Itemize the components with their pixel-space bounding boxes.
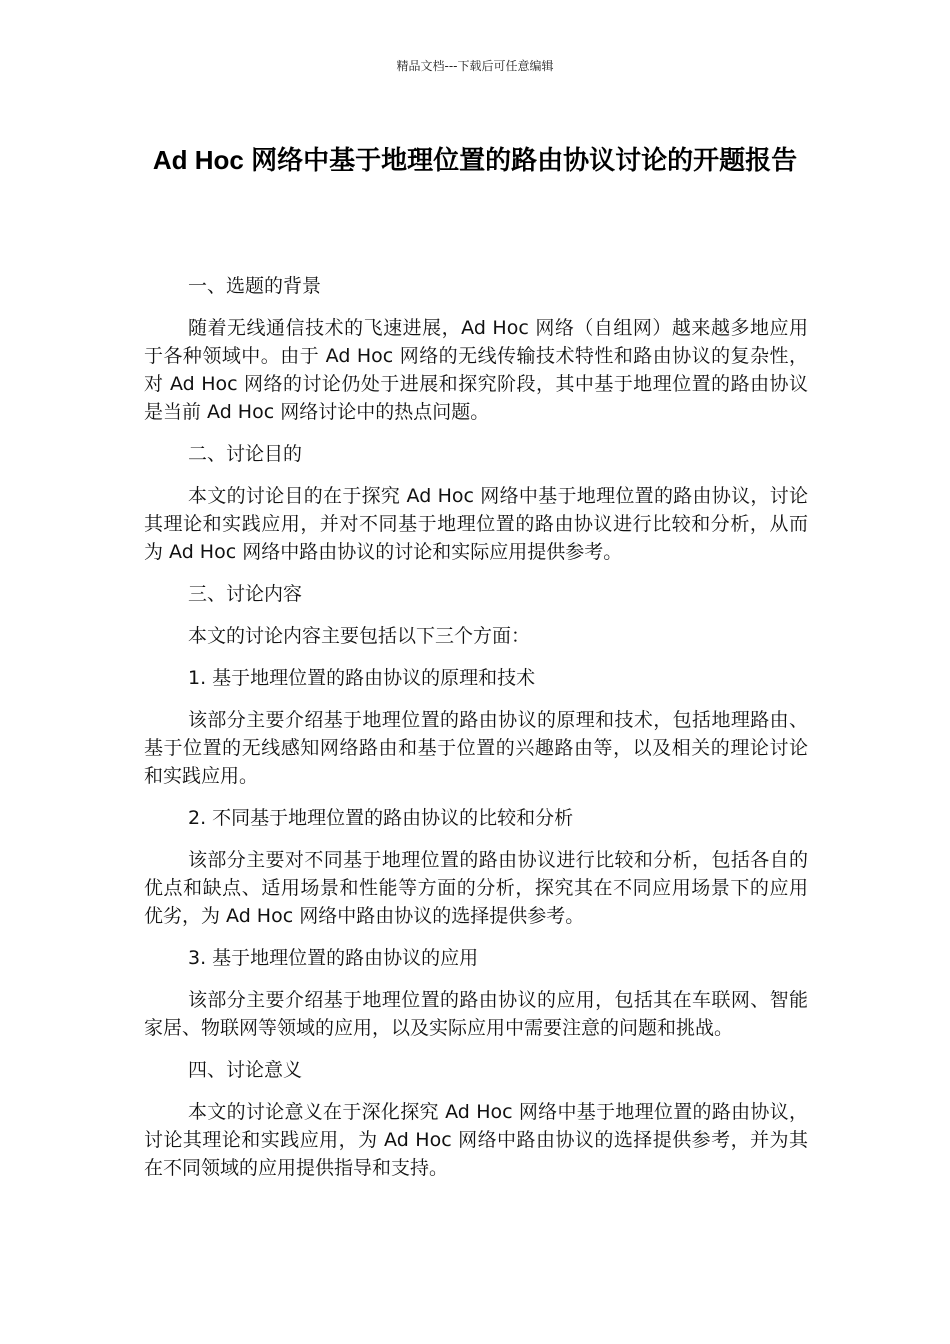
subsection-heading-1: 1. 基于地理位置的路由协议的原理和技术	[188, 667, 536, 689]
document-title: Ad Hoc 网络中基于地理位置的路由协议讨论的开题报告	[152, 145, 798, 175]
section-intro-content: 本文的讨论内容主要包括以下三个方面：	[188, 625, 531, 647]
section-body-purpose: 本文的讨论目的在于探究 Ad Hoc 网络中基于地理位置的路由协议，讨论其理论和实践应用，并对不同基于地理位置的路由协议进行比较和分析，从而为 Ad Hoc 网络中路由协议的讨论和实际应用提供参考。	[144, 485, 808, 563]
subsection-body-1: 该部分主要介绍基于地理位置的路由协议的原理和技术，包括地理路由、基于位置的无线感知网络路由和基于位置的兴趣路由等，以及相关的理论讨论和实践应用。	[144, 709, 808, 787]
document-body	[144, 272, 808, 1182]
section-heading-purpose: 二、讨论目的	[188, 443, 303, 465]
section-heading-significance: 四、讨论意义	[188, 1059, 303, 1081]
subsection-body-2: 该部分主要对不同基于地理位置的路由协议进行比较和分析，包括各自的优点和缺点、适用场景和性能等方面的分析，探究其在不同应用场景下的应用优劣，为 Ad Hoc 网络中路由协议的选择提供参考。	[144, 849, 808, 927]
header-note: 精品文档---下载后可任意编辑	[396, 59, 554, 73]
section-heading-background: 一、选题的背景	[188, 275, 322, 297]
subsection-heading-2: 2. 不同基于地理位置的路由协议的比较和分析	[188, 807, 574, 829]
section-heading-content: 三、讨论内容	[188, 583, 303, 605]
subsection-heading-3: 3. 基于地理位置的路由协议的应用	[188, 947, 479, 969]
subsection-body-3: 该部分主要介绍基于地理位置的路由协议的应用，包括其在车联网、智能家居、物联网等领域的应用，以及实际应用中需要注意的问题和挑战。	[144, 989, 808, 1039]
section-body-background: 随着无线通信技术的飞速进展，Ad Hoc 网络（自组网）越来越多地应用于各种领域中。由于 Ad Hoc 网络的无线传输技术特性和路由协议的复杂性，对 Ad Hoc 网络的讨论仍处于进展和探究阶段，其中基于地理位置的路由协议是当前 Ad Hoc 网络讨论中的热点问题。	[144, 317, 808, 423]
section-body-significance: 本文的讨论意义在于深化探究 Ad Hoc 网络中基于地理位置的路由协议，讨论其理论和实践应用，为 Ad Hoc 网络中路由协议的选择提供参考，并为其在不同领域的应用提供指导和支持。	[144, 1101, 808, 1179]
